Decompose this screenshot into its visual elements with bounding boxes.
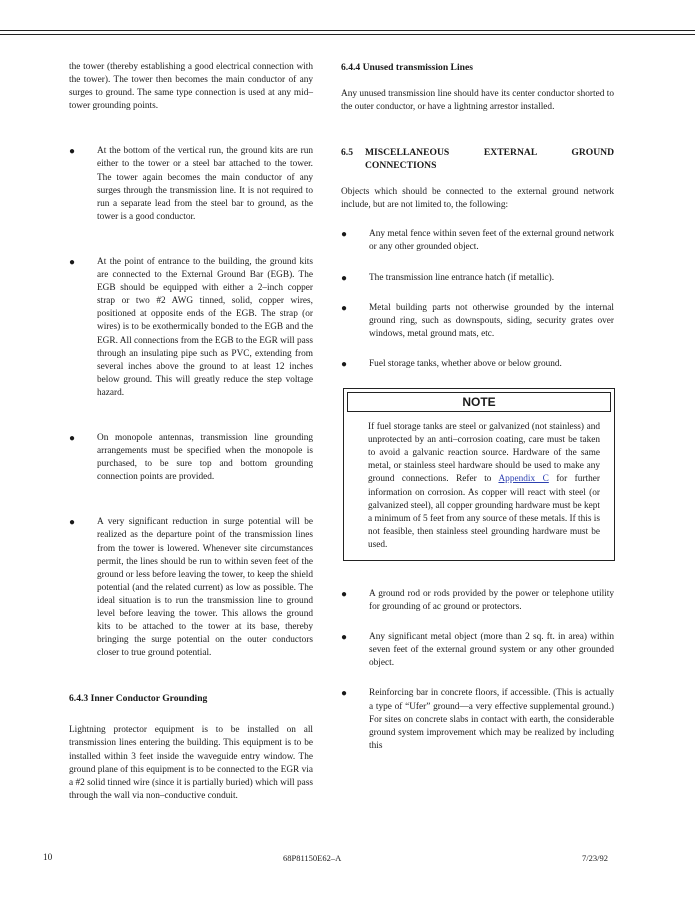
bullet-text: A ground rod or rods provided by the power or telephone utility for grounding of ac ground or protectors. [369, 588, 614, 613]
left-column [69, 61, 313, 803]
paragraph-tower-continued: the tower (thereby establishing a good electrical connection with the tower). The tower then becomes the main conductor of any surges to ground. The same type connection is used at any mid–tower grounding points. [69, 62, 313, 112]
bullet-utility-ground-rod [341, 588, 614, 614]
bullet-text: At the point of entrance to the building, the ground kits are connected to the External Ground Bar (EGB). The EGB should be equipped with either a 2–inch copper strap or two #2 AWG tinned, solid, copper wires, positioned at opposite ends of the EGB. The strap (or wires) is to be exothermically bonded to the EGB and the EGR. All connections from the EGB to the EGR will pass through an insulating pipe such as PVC, extending from several inches above the ground to at least 12 inches below ground. This will greatly reduce the step voltage hazard. [97, 256, 313, 398]
bullet-monopole [69, 432, 313, 484]
paragraph-inner-conductor: Lightning protector equipment is to be installed on all transmission lines entering the building. This equipment is to be installed within 3 feet inside the waveguide entry window. The ground plane of this equipment is to be connected to the EGR via a #2 solid tinned wire (since it is partially buried) which will pass through the wall via non–conductive conduit. [69, 725, 313, 801]
heading-6-5 [341, 146, 614, 172]
heading-6-4-3: 6.4.3 Inner Conductor Grounding [69, 693, 208, 705]
bullet-icon: ● [341, 358, 348, 370]
bullet-metal-fence [341, 228, 614, 254]
note-box [343, 388, 615, 561]
bullet-fuel-tanks [341, 358, 614, 371]
bullet-metal-building-parts [341, 302, 614, 341]
paragraph-objects-intro: Objects which should be connected to the external ground network include, but are not limited to, the following: [341, 187, 614, 211]
bullet-text: At the bottom of the vertical run, the ground kits are run either to the tower or a steel bar attached to the tower. The tower again becomes the main conductor of any surges through the transmission line. It is not required to run a separate lead from the steel bar to ground, as the tower is a good conductor. [97, 146, 313, 222]
bullet-text: Fuel storage tanks, whether above or below ground. [369, 358, 562, 369]
bullet-surge-reduction [69, 516, 313, 660]
bullet-icon: ● [341, 688, 348, 700]
bullet-metal-object [341, 631, 614, 670]
right-column [341, 61, 614, 753]
bullet-text: On monopole antennas, transmission line grounding arrangements must be specified when the monopole is purchased, to be sure top and bottom grounding connection points are provided. [97, 432, 313, 483]
bullet-text: Reinforcing bar in concrete floors, if accessible. (This is actually a type of “Ufer” ground—a very effective supplemental ground.) For sites on concrete slabs in contact with earth, the considerable ground system improvement which may be realized by including this [369, 688, 614, 751]
bullet-entrance-hatch [341, 272, 614, 285]
bullet-text: Any significant metal object (more than 2 sq. ft. in area) within seven feet of the external ground system or any other grounded object. [369, 632, 614, 669]
bullet-icon: ● [341, 632, 348, 644]
bullet-icon: ● [341, 302, 348, 314]
heading-6-4-4: 6.4.4 Unused transmission Lines [341, 62, 473, 73]
note-text-before: If fuel storage tanks are steel or galvanized (not stainless) and unprotected by an anti–corrosion coating, care must be taken to avoid a galvanic reaction source. Hardware of the same metal, or stainless steel hardware should be used to make any ground connections. Refer to [368, 422, 600, 485]
bullet-icon: ● [69, 256, 76, 268]
bullet-reinforcing-bar [341, 687, 614, 752]
bullet-icon: ● [69, 517, 76, 529]
header-rule-top [0, 30, 695, 31]
note-body [344, 415, 614, 560]
paragraph-unused-lines: Any unused transmission line should have its center conductor shorted to the outer conductor, or have a lightning arrestor installed. [341, 89, 614, 113]
bullet-building-entrance [69, 256, 313, 400]
bullet-icon: ● [341, 272, 348, 284]
bullet-vertical-run [69, 145, 313, 224]
bullet-text: The transmission line entrance hatch (if metallic). [369, 272, 555, 283]
header-rule-bottom [0, 34, 695, 35]
bullet-icon: ● [341, 588, 348, 600]
bullet-text: A very significant reduction in surge potential will be realized as the departure point of the transmission lines from the tower is lowered. Whenever site circumstances permit, the lines should be run to within seven feet of the ground or less before leaving the tower, to keep the shield potential (and the related current) as low as possible. The ideal situation is to run the transmission line to ground level before leaving the tower. This allows the ground kits to be attached to the tower at its base, thereby bringing the surge potential on the outer conductors closer to true ground potential. [97, 517, 313, 659]
footer-page-number: 10 [43, 853, 53, 863]
appendix-c-link[interactable]: Appendix C [498, 474, 549, 485]
bullet-icon: ● [69, 432, 76, 444]
bullet-text: Any metal fence within seven feet of the external ground network or any other grounded object. [369, 229, 614, 253]
bullet-text: Metal building parts not otherwise grounded by the internal ground ring, such as downspouts, siding, security grates over windows, metal ground mats, etc. [369, 302, 614, 339]
note-title: NOTE [347, 392, 611, 412]
bullet-icon: ● [69, 146, 76, 158]
note-text-after: for further information on corrosion. As copper will react with steel (or galvanized steel), all copper grounding hardware must be kept a minimum of 5 feet from any source of these metals. If this is not feasible, then stainless steel grounding hardware must be used. [368, 474, 600, 550]
bullet-icon: ● [341, 229, 348, 241]
heading-text: MISCELLANEOUS EXTERNAL GROUND CONNECTIONS [365, 147, 614, 172]
footer-date: 7/23/92 [582, 853, 608, 863]
heading-number: 6.5 [341, 147, 353, 159]
footer-document-number: 68P81150E62–A [283, 853, 342, 863]
